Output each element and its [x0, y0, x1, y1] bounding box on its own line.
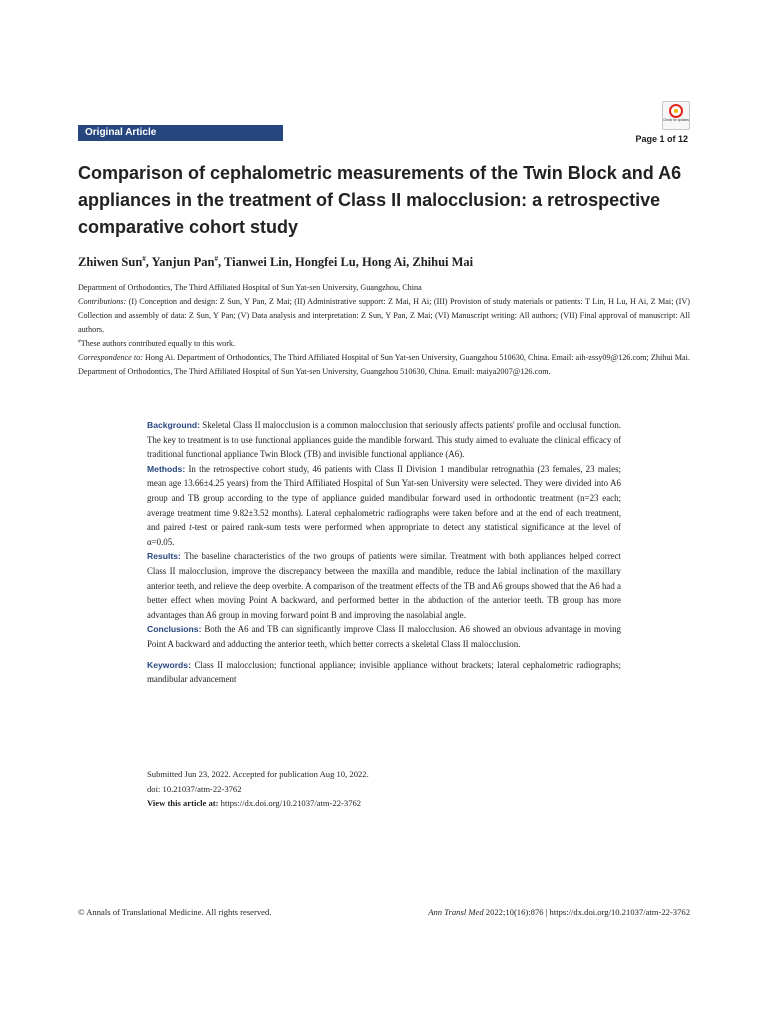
author-separator: , [406, 255, 413, 269]
background-text: Skeletal Class II malocclusion is a common malocclusion that seriously affects patients' profile and occlusal function. The key to treatment is to use functional appliances guide the mandible forward. This study aimed to evaluate the clinical efficacy of traditional functional appliance Twin Block (TB) and invisible functional appliance (A6). [147, 420, 621, 460]
author-separator: , [217, 255, 224, 269]
author-equal-mark: # [214, 254, 218, 263]
keywords [147, 658, 621, 687]
author-name: Yanjun Pan [151, 255, 215, 269]
check-for-updates-badge[interactable] [662, 101, 690, 130]
article-metadata [78, 281, 690, 379]
author-name: Hongfei Lu [294, 255, 356, 269]
abstract-results [147, 549, 621, 622]
article-title: Comparison of cephalometric measurements of the Twin Block and A6 appliances in the treatment of Class II malocclusion: a retrospective comparative cohort study [78, 163, 682, 237]
correspondence-label: Correspondence to: [78, 353, 143, 362]
abstract-background [147, 418, 621, 462]
conclusions-label: Conclusions: [147, 624, 202, 635]
journal-name: Ann Transl Med [428, 907, 484, 917]
equal-note-mark: # [78, 338, 81, 345]
check-updates-icon [669, 104, 683, 118]
correspondence [78, 351, 690, 379]
view-article-link[interactable] [147, 796, 369, 811]
results-label: Results: [147, 551, 181, 562]
equal-contribution-note [78, 337, 690, 351]
methods-text-a: In the retrospective cohort study, 46 patients with Class II Division 1 mandibular retrognathia (23 females, 23 males; mean age 13.66±4.25 years) from the Third Affiliated Hospital of Sun Yat-sen University were selected. They were divided into A6 group and TB group according to the type of appliance guided mandibular forward used in orthodontic treatment (n=23 each; average treatment time 9.82±3.52 months). Lateral cephalometric radiographs were taken before and at the end of each treatment, and paired [147, 463, 621, 533]
doi[interactable]: doi: 10.21037/atm-22-3762 [147, 783, 242, 794]
author-separator: , [145, 255, 152, 269]
methods-label: Methods: [147, 463, 186, 474]
author-name: Hong Ai [362, 255, 407, 269]
background-label: Background: [147, 420, 200, 430]
submission-info [147, 767, 369, 811]
conclusions-text: Both the A6 and TB can significantly improve Class II malocclusion. A6 showed an obvious advantage in moving Point A backward and adducting the anterior teeth, which better corrects a skeletal Class II malocclusion. [147, 624, 621, 649]
author-name: Zhiwen Sun [78, 255, 143, 269]
abstract-conclusions [147, 622, 621, 651]
page-footer [78, 907, 690, 917]
methods-t-italic: t [189, 522, 192, 533]
author-separator: , [355, 255, 362, 269]
contributions [78, 295, 690, 337]
author-name: Zhihui Mai [412, 255, 474, 269]
keywords-text: Class II malocclusion; functional appliance; invisible appliance without brackets; lateral cephalometric radiographs; mandibular advancement [147, 659, 621, 685]
author-list [78, 255, 473, 270]
contributions-label: Contributions: [78, 297, 127, 306]
author-separator: , [288, 255, 295, 269]
abstract [147, 418, 621, 687]
article-type-label: Original Article [78, 125, 283, 141]
correspondence-text: Hong Ai. Department of Orthodontics, The Third Affiliated Hospital of Sun Yat-sen University, Guangzhou 510630, China. Email: aih-zssy09@126.com; Zhihui Mai. Department of Orthodontics, The Third Affiliated Hospital of Sun Yat-sen University, Guangzhou 510630, China. Email: maiya2007@126.com. [78, 353, 690, 376]
check-updates-label: Check for updates [663, 118, 689, 122]
equal-note-text: These authors contributed equally to this work. [80, 339, 236, 348]
citation [428, 907, 690, 917]
submission-dates: Submitted Jun 23, 2022. Accepted for publication Aug 10, 2022. [147, 769, 369, 779]
copyright: © Annals of Translational Medicine. All rights reserved. [78, 907, 272, 917]
citation-text[interactable]: 2022;10(16):876 | https://dx.doi.org/10.21037/atm-22-3762 [483, 907, 690, 917]
contributions-text: (I) Conception and design: Z Sun, Y Pan, Z Mai; (II) Administrative support: Z Mai, H Ai; (III) Provision of study materials or patients: T Lin, H Lu, H Ai, Z Mai; (IV) Collection and assembly of data: Z Sun, Y Pan; (V) Data analysis and interpretation: Z Sun, Y Pan, Z Mai; (VI) Manuscript writing: All authors; (VII) Final approval of manuscript: All authors. [78, 297, 690, 334]
abstract-methods [147, 462, 621, 550]
view-url[interactable]: https://dx.doi.org/10.21037/atm-22-3762 [218, 798, 362, 808]
affiliation: Department of Orthodontics, The Third Affiliated Hospital of Sun Yat-sen University, Guangzhou, China [78, 283, 422, 292]
keywords-label: Keywords: [147, 659, 191, 670]
results-text: The baseline characteristics of the two groups of patients were similar. Treatment with both appliances helped correct Class II malocclusion, improve the discrepancy between the maxilla and mandible, reduce the labial inclination of the maxillary anterior teeth, and relieve the deep overbite. A comparison of the treatment effects of the TB and A6 groups showed that the A6 had a better effect when moving Point A backward, and performed better in the abduction of the anterior teeth. TB group has more advantages than A6 group in moving forward point B and improving the nasolabial angle. [147, 551, 621, 620]
author-equal-mark: # [142, 254, 146, 263]
view-label: View this article at: [147, 798, 219, 808]
methods-text-b: -test or paired rank-sum tests were performed when appropriate to detect any statistical significance at the level of α=0.05. [147, 522, 621, 547]
author-name: Tianwei Lin [223, 255, 289, 269]
page-number: Page 1 of 12 [635, 134, 688, 144]
